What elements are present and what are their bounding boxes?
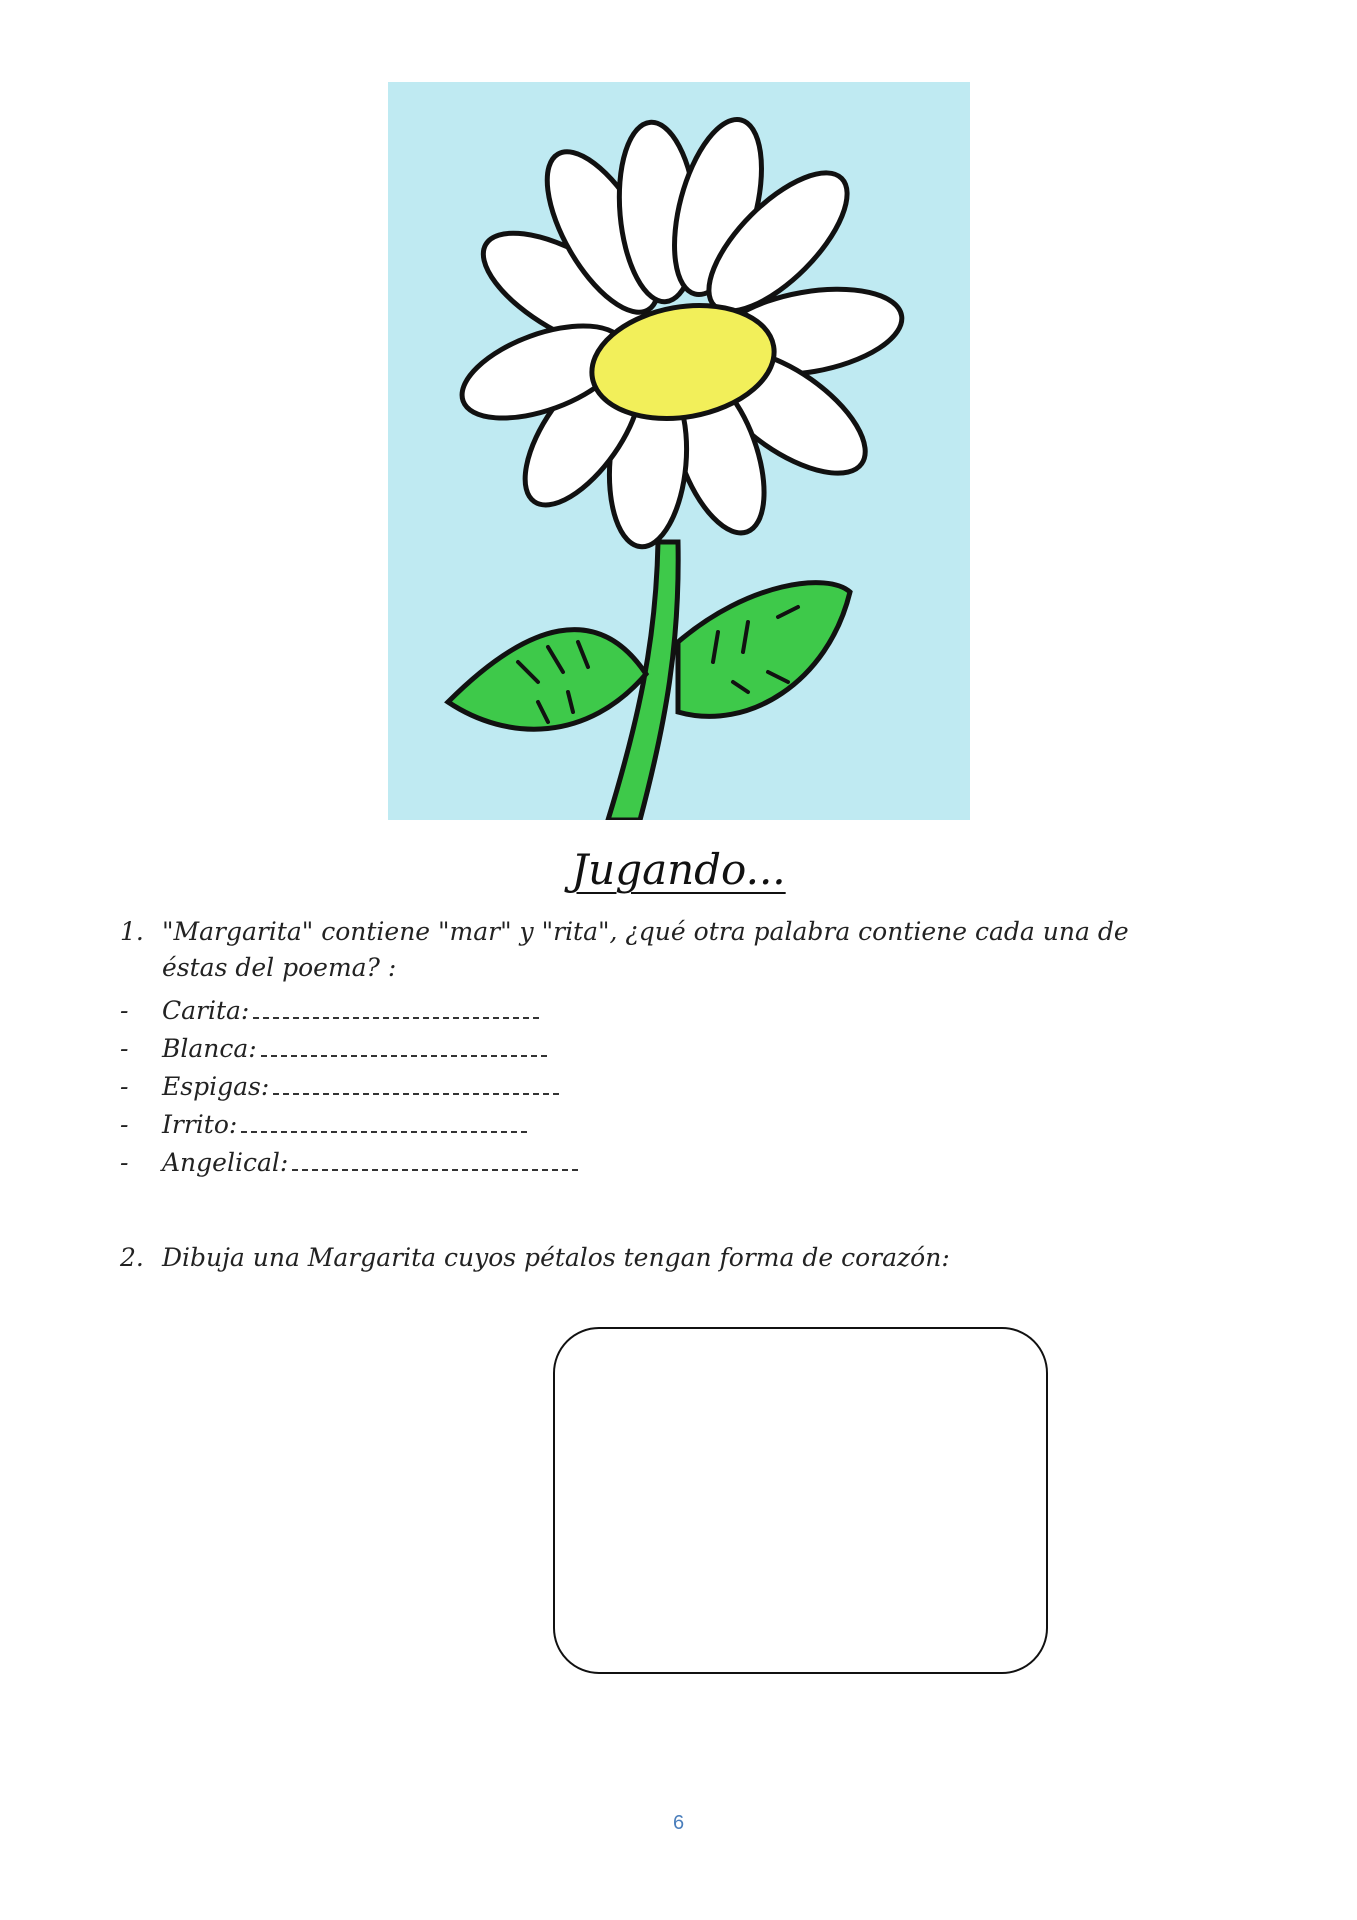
list-dash: - [120,1034,129,1063]
daisy-image [388,82,970,820]
question-2-number: 2. [120,1243,144,1272]
answer-blank-line[interactable] [261,1054,547,1057]
list-dash: - [120,1148,129,1177]
list-dash: - [120,1110,129,1139]
answer-item-blanca [120,1030,578,1068]
page-title [0,845,1357,894]
answer-blank-line[interactable] [253,1016,539,1019]
answer-label: Irrito: [162,1110,238,1139]
list-dash: - [120,1072,129,1101]
question-2-text: Dibuja una Margarita cuyos pétalos tengan forma de corazón: [162,1243,950,1272]
answer-item-irrito [120,1106,578,1144]
answer-item-carita [120,992,578,1030]
page-number: 6 [672,1812,685,1834]
list-dash: - [120,996,129,1025]
answer-label: Angelical: [162,1148,289,1177]
question-1-number: 1. [120,917,144,946]
answer-label: Blanca: [162,1034,257,1063]
answer-item-angelical [120,1144,578,1182]
answer-label: Carita: [162,996,250,1025]
answer-blank-line[interactable] [273,1092,559,1095]
question-1-text-line1: "Margarita" contiene "mar" y "rita", ¿qué otra palabra contiene cada una de [162,917,1129,946]
question-1-text-line2: éstas del poema? : [162,953,397,982]
drawing-area[interactable] [553,1327,1048,1674]
answer-item-espigas [120,1068,578,1106]
answer-label: Espigas: [162,1072,270,1101]
question-2 [120,1240,1260,1276]
answer-list [120,992,578,1182]
daisy-illustration [388,82,970,820]
answer-blank-line[interactable] [292,1168,578,1171]
answer-blank-line[interactable] [241,1130,527,1133]
question-1 [120,914,1260,986]
title-text: Jugando... [571,845,786,894]
